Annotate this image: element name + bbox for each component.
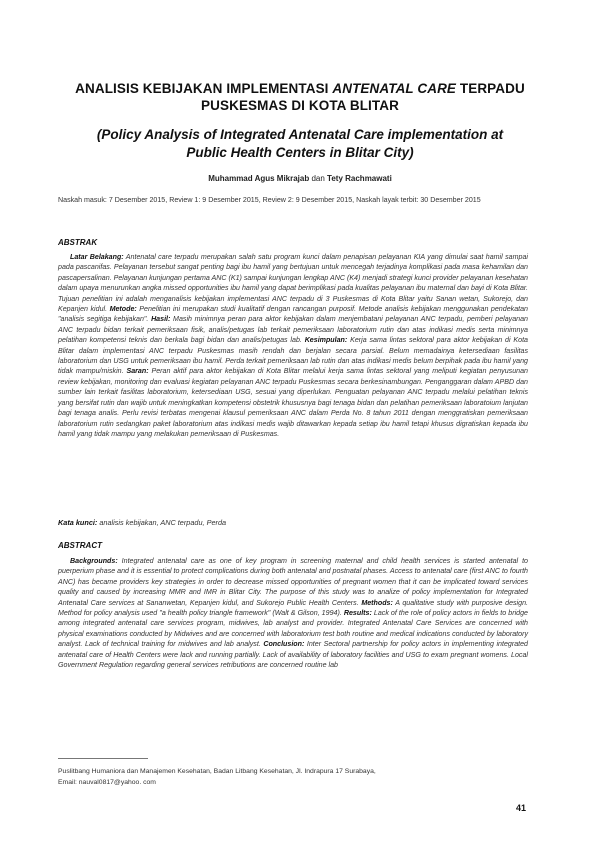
label-latar-belakang: Latar Belakang: <box>70 253 124 261</box>
abstrak-heading: ABSTRAK <box>58 238 98 247</box>
title-italic-term: ANTENATAL CARE <box>332 81 457 96</box>
subtitle-line-2: Public Health Centers in Blitar City) <box>186 145 414 160</box>
page-number: 41 <box>516 803 527 813</box>
keywords: Kata kunci: analisis kebijakan, ANC terpadu, Perda <box>58 518 227 527</box>
label-metode: Metode: <box>109 305 137 314</box>
author-line <box>40 174 560 183</box>
email-line: Email: nauval0817@yahoo. com <box>58 779 156 786</box>
label-hasil: Hasil: <box>151 315 171 324</box>
affiliation-footnote <box>58 766 538 788</box>
author-2: Tety Rachmawati <box>327 174 392 183</box>
footnote-divider <box>58 758 148 759</box>
label-conclusion: Conclusion: <box>263 640 305 649</box>
label-saran: Saran: <box>126 367 149 376</box>
label-methods: Methods: <box>361 598 393 607</box>
paper-title <box>40 80 560 114</box>
title-line-1: ANALISIS KEBIJAKAN IMPLEMENTASI ANTENATAL CARE TERPADU <box>75 81 525 96</box>
affiliation-line: Puslitbang Humaniora dan Manajemen Kesehatan, Badan Litbang Kesehatan, Jl. Indrapura 17 Surabaya, <box>58 768 376 775</box>
subtitle-line-1: (Policy Analysis of Integrated Antenatal Care implementation at <box>96 127 504 142</box>
abstract-body: Backgrounds: Integrated antenatal care as one of key program in screening maternal and child health services is started antenatal to puerperium phase and it is essential to protect complications during both antenatal and postnatal phases. Access to antenatal care (first ANC to fourth ANC) has became providers key strategies in order to decrease missed opportunities of pregnant women that it can be implicated toward services quality and caused by increasing MMR and IMR in Blitar City. The purpose of this study was to analize of policy implementation for Integrated Antenatal Care services at Sananwetan, Kepanjen kidul, and Sukorejo Public Health Centers. Methods: A qualitative study with purposive design. Method for policy analysis used "a health policy triangle framework" (Walt & Gilson, 1994). Results: Lack of the role of policy actors in fields to bridge among integrated antenatal care services program, midwives, lab analyst and provider. Integrated Antenatal Care Services are concerned with physical examinations conducted by Midwives and are concerned with laboratorium test both routine and medical indications conducted by laboratory analyst. Lack of technical training for midwives and lab analyst. Conclusion: Inter Sectoral partnership for policy actors in implementing integrated antenatal care of Health Centers were lack and running partially. Lack of availability of laboratory facilities and USG to exam pregnant womens. Local Government Regulation regarding general services retributions are concerned routine lab <box>58 557 528 670</box>
author-1: Muhammad Agus Mikrajab <box>208 174 310 183</box>
title-line-2: PUSKESMAS DI KOTA BLITAR <box>201 98 399 113</box>
abstrak-body: Latar Belakang: Antenatal care terpadu merupakan salah satu program kunci dalam penapisan pelayanan KIA yang dimulai saat hamil sampai pada pascanifas. Pelayanan tersebut sangat penting bagi ibu hamil yang bertujuan untuk mencegah terjadinya komplikasi pada masa kehamilan dan pascapersalinan. Pelayanan kunjungan pertama ANC (K1) sampai kunjungan lengkap ANC (K4) menjadi strategi kunci provider pelayanan kesehatan dalam upaya menurunkan angka missed opportunities ibu hamil yang dapat berimplikasi pada kualitas pelayanan ibu maternal dan bayi di Kota Blitar. Tujuan penelitian ini adalah menganalisis kebijakan implementasi ANC terpadu di 3 Puskesmas di Kota Blitar yaitu Sanan wetan, Sukorejo, dan Kepanjen kidul. Metode: Penelitian ini merupakan studi kualitatif dengan rancangan purposif. Metode analisis kebijakan menggunakan pendekatan "analisis segitiga kebijakan". Hasil: Masih minimnya peran para aktor kebijakan dalam menjembatani pelayanan ANC terpadu, pemberi pelayanan ANC terpadu bidan terkait pemeriksaan fisik, analis/petugas lab terkait pemeriksaan laboratorium rutin dan atas indikasi medis serta minimnya pelatihan kompetensi teknis dan berkala bagi bidan dan analis/petugas lab. Kesimpulan: Kerja sama lintas sektoral para aktor kebijakan di Kota Blitar dalam implementasi ANC terpadu Puskesmas masih rendah dan berjalan secara parsial. Belum memadainya ketersediaan fasilitas laboratorium dan USG untuk pemeriksaan ibu hamil. Perda terkait pemeriksaan lab rutin dan atas indikasi medis belum berpihak pada ibu hamil yang tidak mampu/miskin. Saran: Peran aktif para aktor kebijakan di Kota Blitar melalui kerja sama lintas sektoral yang meliputi kegiatan penyusunan review kebijakan, monitoring dan evaluasi kegiatan pelayanan ANC terpadu Puskesmas secara berkesinambungan. Penganggaran dalam APBD dan sumber lain terkait fasilitas laboratorium, ketersediaan USG, sesuai yang diperlukan. Penguatan pelayanan ANC terpadu melalui pelatihan teknis yang bersifat rutin dan wajib untuk meningkatkan kompetensi obstetrik khususnya bagi tenaga bidan dan pelatihan pemeriksaan laboratoium lanjutan bagi tenaga analis. Perlu revisi terbatas mengenai klausul pemeriksaan ANC dalam Perda No. 8 tahun 2011 dengan menggratiskan pemeriksaan laboratorium rutin sedangkan paket laboratorium atas indikasi medis wajib ditawarkan kepada setiap ibu hamil tetapi khusus digratiskan kepada ibu hamil yang tidak mampu yang melakukan pemeriksaan di Puskesmas. <box>58 253 529 438</box>
submission-dates: Naskah masuk: 7 Desember 2015, Review 1: 9 Desember 2015, Review 2: 9 Desember 2015, Naskah layak terbit: 30 Desember 2015 <box>58 196 481 204</box>
abstract-heading: ABSTRACT <box>58 541 102 550</box>
label-results: Results: <box>343 609 372 618</box>
paper-subtitle <box>40 126 560 162</box>
label-backgrounds: Backgrounds: <box>70 557 118 565</box>
label-kesimpulan: Kesimpulan: <box>304 336 348 345</box>
keywords-label: Kata kunci: <box>58 518 98 527</box>
author-connector: dan <box>309 174 328 183</box>
